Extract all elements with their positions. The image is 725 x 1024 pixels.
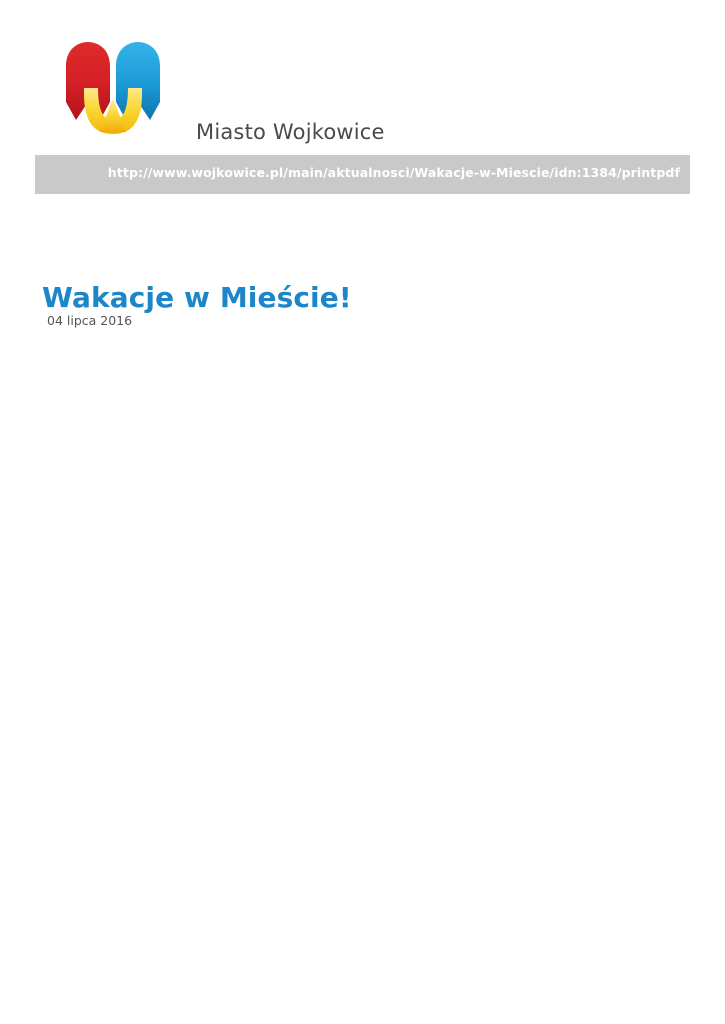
site-title: Miasto Wojkowice — [196, 120, 385, 144]
wojkowice-crown-logo-icon — [44, 36, 184, 138]
source-url[interactable]: http://www.wojkowice.pl/main/aktualnosci/Wakacje-w-Miescie/idn:1384/printpdf — [107, 165, 680, 180]
url-bar — [35, 155, 690, 194]
article-date: 04 lipca 2016 — [47, 313, 133, 328]
page-title: Wakacje w Mieście! — [42, 280, 352, 314]
